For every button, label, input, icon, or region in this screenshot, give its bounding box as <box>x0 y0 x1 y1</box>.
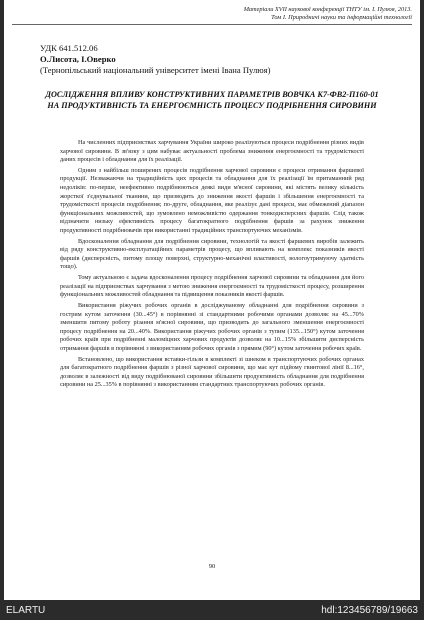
document-page <box>4 0 420 600</box>
paragraph: Вдосконалення обладнання для подрібнення сировини, технологій та якості фаршевих виробів залежить від ряду конструктивно-експлуатаційних параметрів процесу, що впливають на комплекс показників якості фаршів (дисперсність, питому площу поверхні, структурно-механічні властивості, вологоутримуючу здатність тощо). <box>60 237 364 271</box>
paper-title: ДОСЛІДЖЕННЯ ВПЛИВУ КОНСТРУКТИВНИХ ПАРАМЕТРІВ ВОВЧКА К7-ФВ2-П160-01 НА ПРОДУКТИВНІСТЬ ТА ЕНЕРГОЄМНІСТЬ ПРОЦЕСУ ПОДРІБНЕННЯ СИРОВИНИ <box>45 90 379 110</box>
handle-link[interactable]: hdl:123456789/19663 <box>321 605 418 616</box>
authors: О.Лисота, І.Оверко <box>40 54 116 64</box>
repository-footer <box>0 600 424 620</box>
header-line-1: Матеріали XVІІ наукової конференції ТНТУ ім. І. Пулюя, 2013. <box>243 6 412 13</box>
paragraph: На численних підприємствах харчування України широко реалізуються процеси подрібнення різних видів харчової сировини. В зв'язку з цим набуває актуальності проблема зниження енергоємності та трудомісткості даних процесів і обладнання для їх реалізації. <box>60 139 364 164</box>
paragraph: Тому актуальною є задача вдосконалення процесу подрібнення харчової сировини та обладнання для його реалізації на підприємствах харчування з метою зниження енергоємності та трудомісткості процесу, розширення функціональних можливостей обладнання та підвищення показників якості фаршів. <box>60 274 364 299</box>
header-divider <box>12 24 412 25</box>
body-text <box>60 139 364 392</box>
paragraph: Одним з найбільш поширених процесів подрібнення харчової сировини є процеси отримання фаршевої продукції. Незважаючи на традиційність цих процесів та обладнання для їх реалізації їм притаманний ряд недоліків: по-перше, неефективно подрібнюються деякі види м'ясної сировини, які містять велику кількість жорсткої з'єднувальної тканини, що призводить до зниження якості фаршів і збільшення енергоємності та трудомісткості процесів подрібнення; по-друге, обладнання, яке реалізує дані процеси, має обмежений діапазон функціональних можливостей, що зумовлено неможливістю одержання тонкодисперсних фаршів. Слід також відзначити низьку ефективність процесу багатократного подрібнення фаршів за рахунок зниження продуктивності подрібнювачів при використанні традиційних транспортуючих механізмів. <box>60 166 364 234</box>
paragraph: Використання ріжучих робочих органів в досліджуваному обладнанні для подрібнення сировини з гострим кутом заточення (30...45°) в порівнянні зі стандартними робочими органами дозволяє на 45...70% зменшити питому роботу різання м'ясної сировини, що призводить до загального зменшення енергоємності процесу подрібнення на 20...40%. Використання ріжучих робочих органів з тупим (135...150°) кутом заточення робочих країв при подрібненні маломіцних харчових продуктів дозволяє на 10...15% збільшити дисперсність отримання фаршів в порівнянні з використанням робочих органів з прямим (90°) кутом заточення робочих країв. <box>60 302 364 352</box>
header-line-2: Том І. Природничі науки та інформаційні технології <box>271 14 412 21</box>
page-number: 90 <box>208 563 216 570</box>
affiliation: (Тернопільський національний університет імені Івана Пулюя) <box>40 65 271 75</box>
repository-name: ELARTU <box>6 605 46 616</box>
udc-code: УДК 641.512.06 <box>40 43 98 53</box>
paragraph: Встановлено, що використання вставки-гільзи в комплекті зі шнеком в транспортуючих робочих органах для багатократного подрібнення фаршів з різної харчової сировини, що має кут підйому гвинтової лінії 8...16°, дозволяє в залежності від виду подрібнюваної сировини збільшити продуктивність обладнання для подрібнення сировини на 25...35% в порівнянні з використанням стандартних транспортуючих робочих органів. <box>60 355 364 389</box>
running-header <box>244 6 412 22</box>
